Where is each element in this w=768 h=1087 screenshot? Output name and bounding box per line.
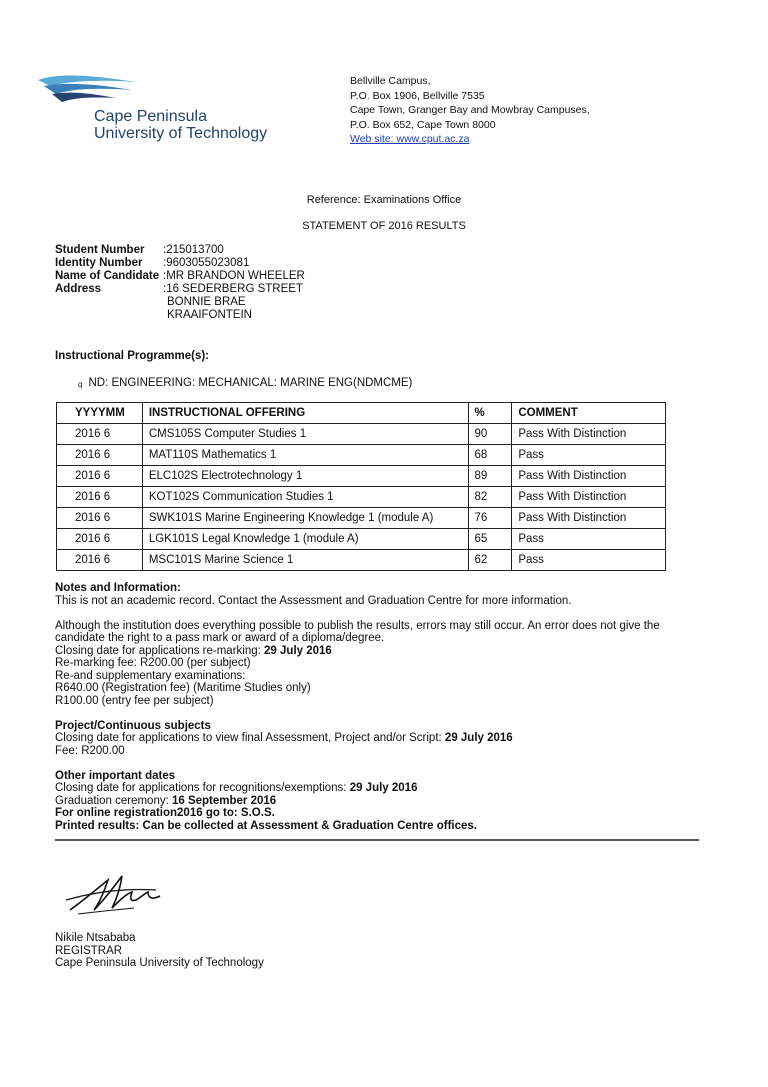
candidate-name-value: :MR BRANDON WHEELER bbox=[163, 270, 305, 282]
address-value bbox=[163, 283, 303, 322]
printed-results-line: Printed results: Can be collected at Assessment & Graduation Centre offices. bbox=[55, 819, 477, 832]
cell-yyyymm: 2016 6 bbox=[57, 529, 143, 550]
graduation-date: 16 September 2016 bbox=[171, 794, 277, 807]
signatory-institution: Cape Peninsula University of Technology bbox=[55, 957, 264, 969]
table-row bbox=[57, 550, 666, 571]
cell-offering: MAT110S Mathematics 1 bbox=[142, 445, 468, 466]
cell-yyyymm: 2016 6 bbox=[57, 487, 143, 508]
reference-line: Reference: Examinations Office bbox=[306, 194, 462, 206]
table-row bbox=[57, 466, 666, 487]
project-closing-label: Closing date for applications to view final Assessment, Project and/or Script: bbox=[55, 732, 445, 744]
campus-address bbox=[350, 74, 590, 147]
cell-offering: ELC102S Electrotechnology 1 bbox=[142, 466, 468, 487]
remark-closing-line bbox=[55, 645, 695, 658]
cell-offering: LGK101S Legal Knowledge 1 (module A) bbox=[142, 529, 468, 550]
cell-percent: 82 bbox=[468, 487, 512, 508]
notes-line: This is not an academic record. Contact the Assessment and Graduation Centre for more information. bbox=[55, 594, 572, 607]
address-line: P.O. Box 652, Cape Town 8000 bbox=[350, 118, 496, 131]
notes-heading: Notes and Information: bbox=[55, 582, 181, 594]
address-label: Address bbox=[55, 283, 102, 295]
logo-line-2: University of Technology bbox=[94, 125, 268, 142]
cell-offering: SWK101S Marine Engineering Knowledge 1 (module A) bbox=[142, 508, 468, 529]
header-yyyymm: YYYYMM bbox=[57, 403, 143, 424]
cell-percent: 62 bbox=[468, 550, 512, 571]
cell-yyyymm: 2016 6 bbox=[57, 445, 143, 466]
candidate-name-label: Name of Candidate bbox=[55, 270, 160, 282]
recognition-label: Closing date for applications for recognitions/exemptions: bbox=[55, 782, 350, 794]
address-line-3: KRAAIFONTEIN bbox=[167, 309, 252, 321]
cell-comment: Pass bbox=[512, 529, 666, 550]
header-offering: INSTRUCTIONAL OFFERING bbox=[142, 403, 468, 424]
candidate-name-row bbox=[55, 270, 305, 283]
student-number-label: Student Number bbox=[55, 244, 145, 256]
notes-line: R100.00 (entry fee per subject) bbox=[55, 694, 214, 707]
notes-line: Fee: R200.00 bbox=[55, 744, 125, 757]
notes-section bbox=[55, 582, 695, 832]
table-row bbox=[57, 508, 666, 529]
cell-comment: Pass With Distinction bbox=[512, 487, 666, 508]
student-number-value: :215013700 bbox=[163, 244, 224, 256]
table-row bbox=[57, 529, 666, 550]
recognition-line bbox=[55, 782, 695, 795]
cput-logo bbox=[36, 74, 286, 154]
cell-offering: MSC101S Marine Science 1 bbox=[142, 550, 468, 571]
recognition-date: 29 July 2016 bbox=[349, 782, 418, 794]
student-info bbox=[55, 244, 305, 322]
results-table bbox=[56, 402, 666, 571]
identity-number-label: Identity Number bbox=[55, 257, 143, 269]
notes-line: R640.00 (Registration fee) (Maritime Studies only) bbox=[55, 682, 311, 694]
cell-percent: 76 bbox=[468, 508, 512, 529]
header-comment: COMMENT bbox=[512, 403, 666, 424]
cell-offering: CMS105S Computer Studies 1 bbox=[142, 424, 468, 445]
table-header-row bbox=[57, 403, 666, 424]
remark-closing-date: 29 July 2016 bbox=[264, 644, 332, 657]
cell-percent: 89 bbox=[468, 466, 512, 487]
table-row bbox=[57, 424, 666, 445]
cell-yyyymm: 2016 6 bbox=[57, 466, 143, 487]
signatory-name: Nikile Ntsababa bbox=[55, 932, 136, 944]
address-row bbox=[55, 283, 305, 322]
cell-offering: KOT102S Communication Studies 1 bbox=[142, 487, 468, 508]
remark-closing-label: Closing date for applications re-marking: bbox=[55, 644, 265, 657]
cell-percent: 65 bbox=[468, 529, 512, 550]
project-closing-date: 29 July 2016 bbox=[444, 732, 513, 744]
notes-line: Re-marking fee: R200.00 (per subject) bbox=[55, 657, 251, 669]
identity-number-value: :9603055023081 bbox=[163, 257, 250, 269]
address-line: Bellville Campus, bbox=[350, 75, 431, 87]
graduation-line bbox=[55, 795, 695, 808]
cell-percent: 68 bbox=[468, 445, 512, 466]
bullet-icon: q bbox=[78, 380, 83, 389]
logo-text bbox=[94, 108, 267, 142]
address-line-2: BONNIE BRAE bbox=[167, 296, 246, 308]
other-dates-heading: Other important dates bbox=[55, 769, 176, 782]
signatory-title: REGISTRAR bbox=[55, 944, 123, 957]
notes-line: Although the institution does everything possible to publish the results, errors may still occur. An error does not give the bbox=[55, 619, 660, 632]
programme-name: ND: ENGINEERING: MECHANICAL: MARINE ENG(NDMCME) bbox=[88, 376, 413, 389]
website-link[interactable]: Web site: www.cput.ac.za bbox=[350, 133, 470, 145]
signatory-block bbox=[55, 932, 264, 970]
programme-heading: Instructional Programme(s): bbox=[55, 350, 209, 362]
cell-yyyymm: 2016 6 bbox=[57, 508, 143, 529]
student-number-row bbox=[55, 244, 305, 257]
table-row bbox=[57, 487, 666, 508]
cell-percent: 90 bbox=[468, 424, 512, 445]
divider bbox=[55, 839, 699, 841]
cell-comment: Pass With Distinction bbox=[512, 424, 666, 445]
header-percent: % bbox=[468, 403, 512, 424]
notes-line: candidate the right to a pass mark or award of a diploma/degree. bbox=[55, 632, 385, 644]
cell-comment: Pass With Distinction bbox=[512, 466, 666, 487]
project-closing-line bbox=[55, 732, 695, 745]
logo-line-1: Cape Peninsula bbox=[94, 108, 207, 125]
cell-comment: Pass With Distinction bbox=[512, 508, 666, 529]
signature-image bbox=[64, 870, 164, 918]
address-line-1: :16 SEDERBERG STREET bbox=[163, 283, 303, 295]
address-line: P.O. Box 1906, Bellville 7535 bbox=[350, 89, 485, 102]
statement-title: STATEMENT OF 2016 RESULTS bbox=[302, 220, 466, 232]
table-row bbox=[57, 445, 666, 466]
programme-item bbox=[78, 375, 412, 391]
cell-yyyymm: 2016 6 bbox=[57, 550, 143, 571]
notes-line: Re-and supplementary examinations: bbox=[55, 669, 246, 682]
cell-comment: Pass bbox=[512, 550, 666, 571]
cell-yyyymm: 2016 6 bbox=[57, 424, 143, 445]
project-heading: Project/Continuous subjects bbox=[55, 719, 211, 732]
identity-number-row bbox=[55, 257, 305, 270]
graduation-label: Graduation ceremony: bbox=[55, 794, 172, 807]
cell-comment: Pass bbox=[512, 445, 666, 466]
online-registration-line: For online registration2016 go to: S.O.S. bbox=[55, 807, 275, 819]
address-line: Cape Town, Granger Bay and Mowbray Campuses, bbox=[350, 104, 590, 116]
